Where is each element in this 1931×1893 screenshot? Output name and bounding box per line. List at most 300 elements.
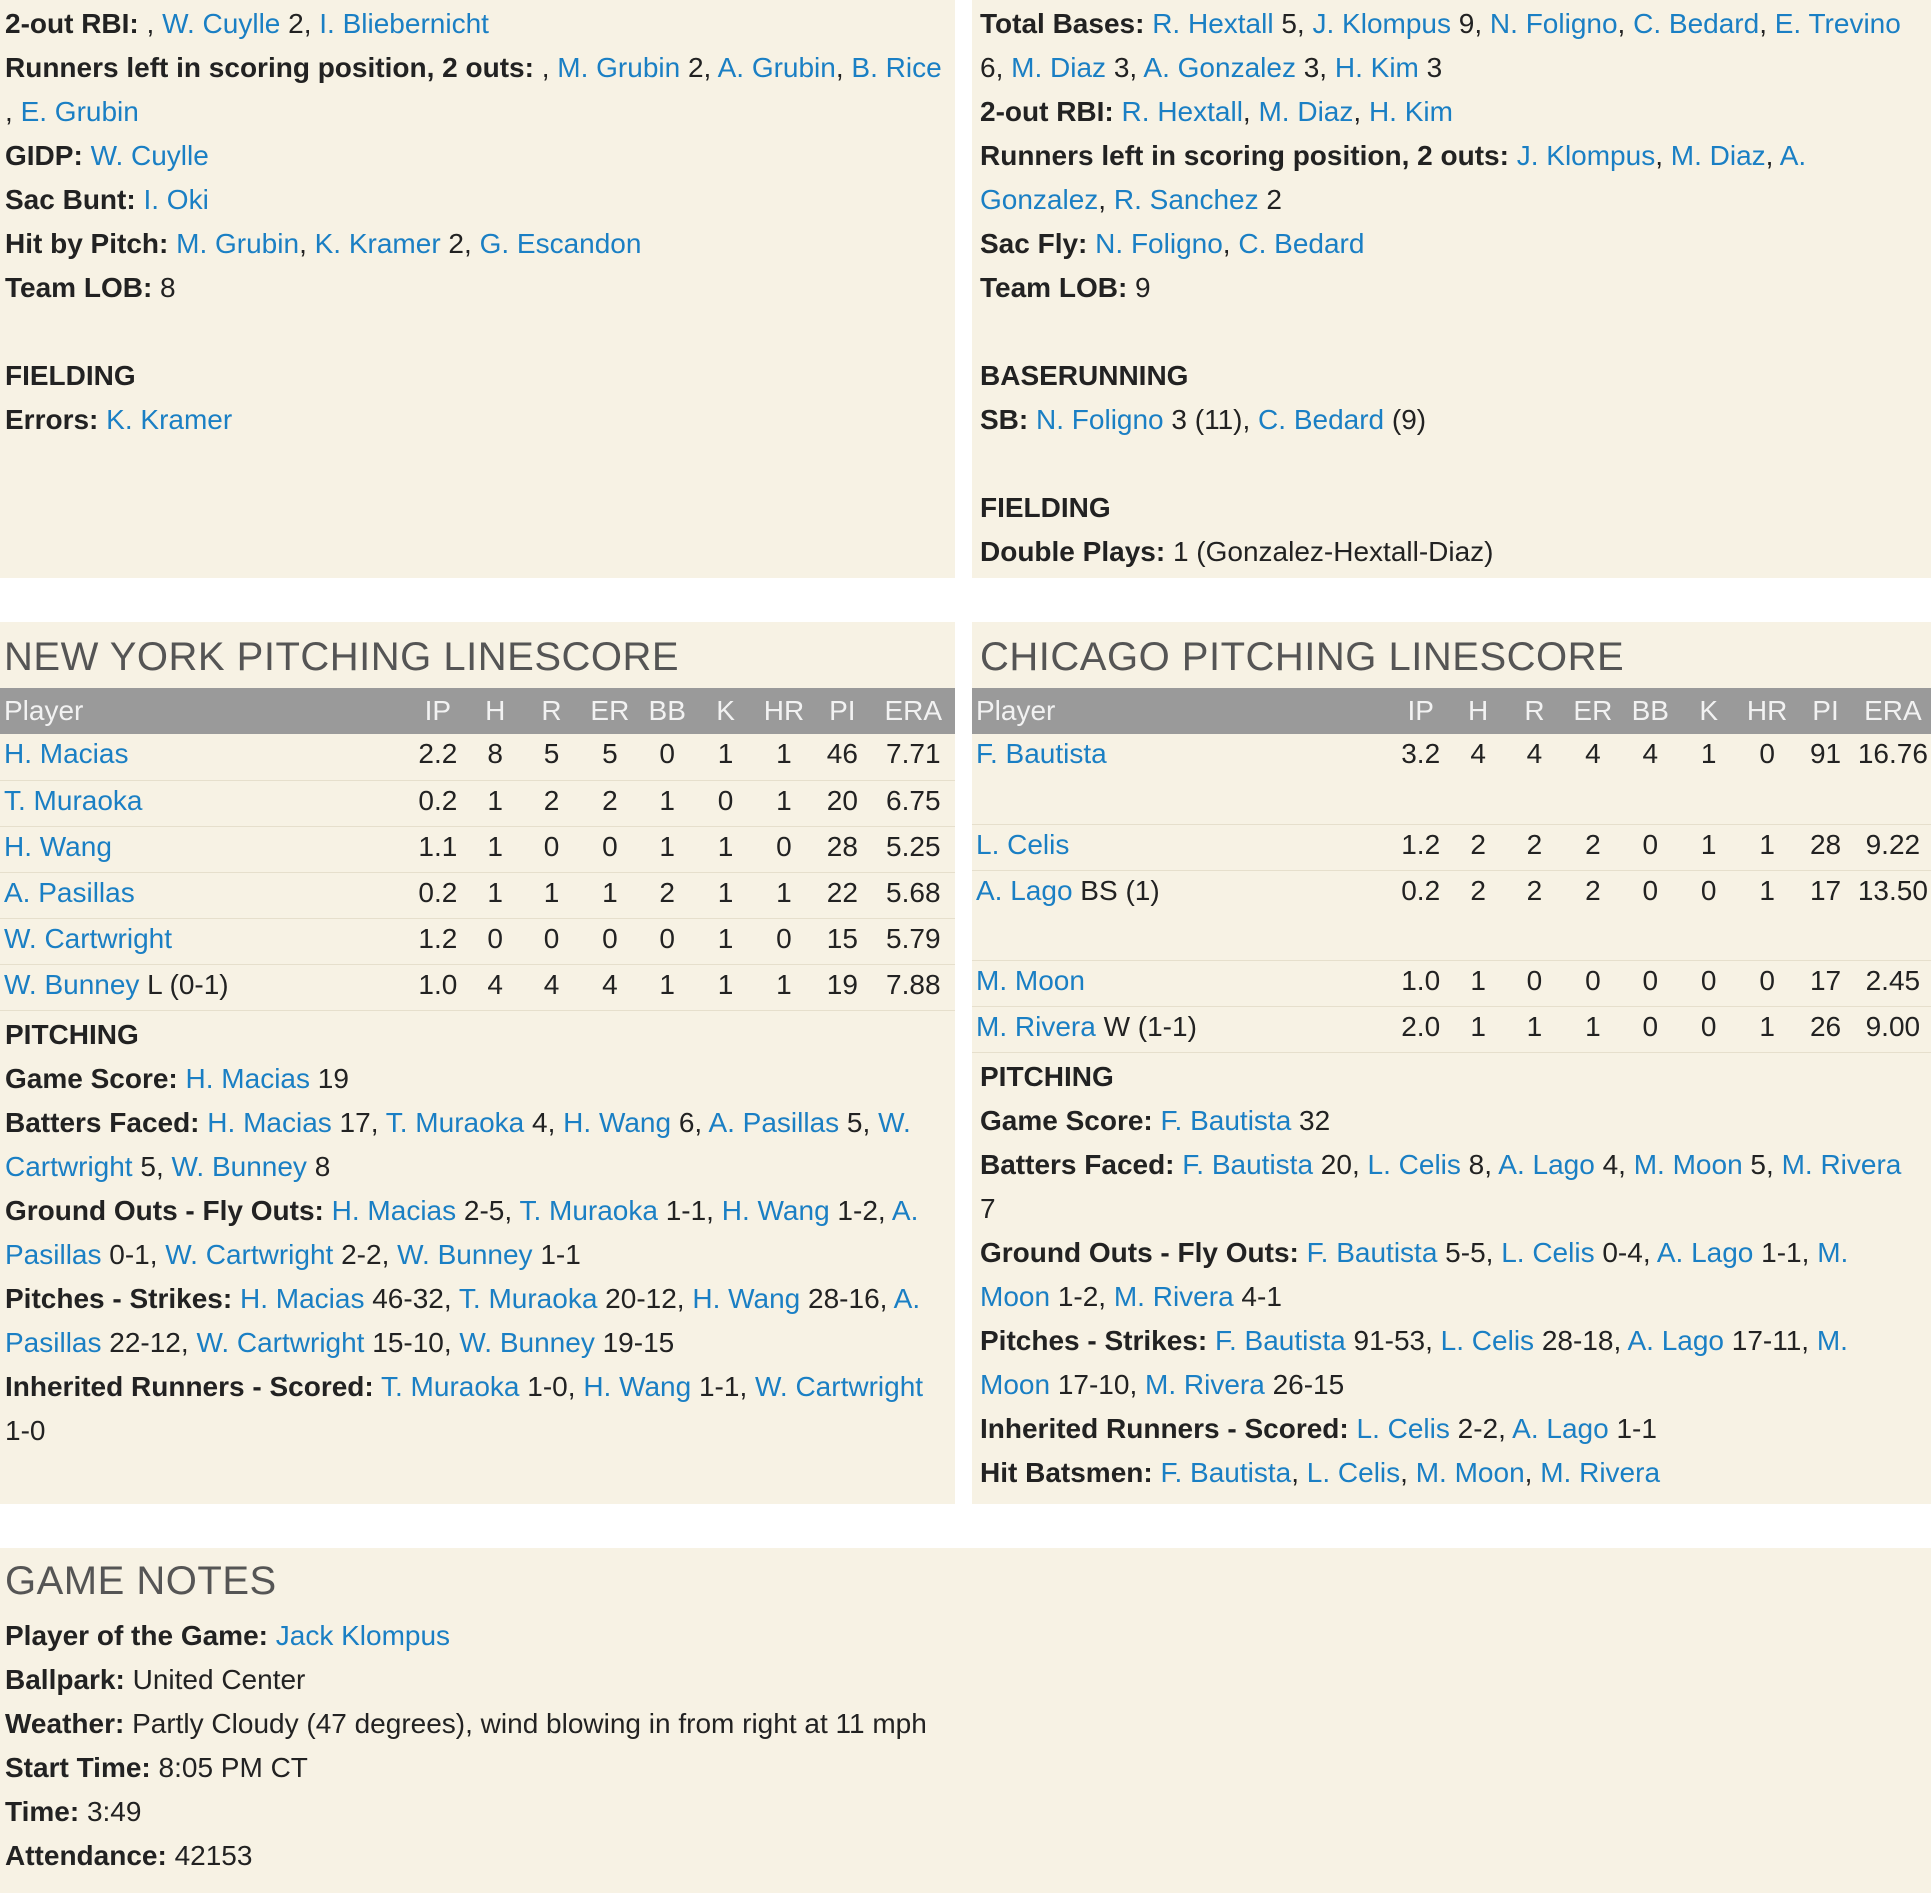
- player-link[interactable]: W. Bunney: [171, 1150, 307, 1182]
- stat-cell-era: 7.71: [872, 734, 955, 780]
- player-link[interactable]: R. Sanchez: [1113, 184, 1259, 215]
- batters-faced-line: [980, 1143, 1921, 1231]
- player-link[interactable]: L. Celis: [976, 828, 1070, 860]
- ny-pitching-notes: [0, 1013, 955, 1453]
- stat-cell-pi: 28: [813, 826, 871, 872]
- player-link[interactable]: F. Bautista: [976, 738, 1107, 769]
- runners-left-in-scoring-position-2-outs-line: [5, 46, 947, 134]
- stat-value: ,: [1353, 96, 1369, 127]
- stat-cell-k: 1: [696, 964, 754, 1010]
- player-link[interactable]: N. Foligno: [1489, 8, 1618, 39]
- stat-value: 17-10,: [1050, 1368, 1145, 1400]
- stat-label: Hit by Pitch:: [5, 228, 169, 259]
- stat-label: Weather:: [5, 1708, 125, 1739]
- player-link[interactable]: H. Wang: [563, 1106, 672, 1138]
- stat-value: 3:49: [79, 1796, 142, 1827]
- stat-cell-era: 9.00: [1855, 1006, 1931, 1052]
- stat-cell-ip: 0.2: [407, 872, 470, 918]
- player-cell: [0, 780, 407, 826]
- game-notes-title: GAME NOTES: [5, 1559, 277, 1603]
- sb-line: [980, 398, 1923, 442]
- batters-faced-line: [5, 1101, 945, 1189]
- stat-cell-era: 7.88: [872, 964, 955, 1010]
- stat-value: ,: [1222, 228, 1239, 259]
- player-link[interactable]: F. Bautista: [1214, 1324, 1346, 1356]
- gidp-line: [5, 134, 947, 178]
- player-link[interactable]: A. Pasillas: [708, 1106, 840, 1138]
- player-cell: [972, 824, 1389, 870]
- player-link[interactable]: H. Wang: [721, 1194, 830, 1226]
- stat-value: ,: [1242, 96, 1259, 127]
- player-link[interactable]: Jack Klompus: [275, 1620, 451, 1651]
- player-link[interactable]: A. Grubin: [717, 52, 836, 83]
- stat-value: 17-11,: [1723, 1324, 1817, 1356]
- decision-note: L (0-1): [139, 968, 229, 1000]
- stat-value: 20-12,: [597, 1282, 693, 1314]
- player-link[interactable]: M. Grubin: [557, 52, 681, 83]
- stat-cell-hr: 1: [755, 964, 813, 1010]
- player-link[interactable]: W. Cuylle: [162, 8, 281, 39]
- table-row: [0, 872, 955, 918]
- stat-cell-bb: 4: [1621, 734, 1679, 824]
- stat-cell-ip: 1.2: [407, 918, 470, 964]
- player-link[interactable]: M. Rivera: [1781, 1148, 1902, 1180]
- stat-cell-ip: 1.0: [1389, 960, 1452, 1006]
- chi-pitching-panel: [972, 622, 1931, 1504]
- pitching-heading: PITCHING: [5, 1018, 139, 1050]
- player-link[interactable]: M. Moon: [1633, 1148, 1743, 1180]
- player-link[interactable]: M. Moon: [980, 1324, 1848, 1400]
- player-link[interactable]: M. Rivera: [1145, 1368, 1265, 1400]
- table-row: [972, 870, 1931, 960]
- player-link[interactable]: T. Muraoka: [4, 784, 143, 816]
- stat-value: [98, 404, 106, 435]
- stat-value: ,: [1655, 140, 1671, 171]
- player-link[interactable]: M. Diaz: [1011, 52, 1107, 83]
- stat-cell-r: 1: [521, 872, 581, 918]
- stat-value: 4-1: [1233, 1280, 1282, 1312]
- stat-value: 15-10,: [364, 1326, 460, 1358]
- stat-value: 5,: [1742, 1148, 1782, 1180]
- player-link[interactable]: E. Trevino: [1774, 8, 1901, 39]
- player-cell: [972, 1006, 1389, 1052]
- player-link[interactable]: M. Moon: [976, 964, 1085, 996]
- stat-cell-r: 0: [1504, 960, 1565, 1006]
- column-header-er: ER: [1565, 688, 1621, 734]
- player-link[interactable]: H. Macias: [331, 1194, 457, 1226]
- stat-value: ,: [299, 228, 315, 259]
- player-link[interactable]: T. Muraoka: [458, 1282, 598, 1314]
- player-link[interactable]: L. Celis: [1306, 1456, 1401, 1488]
- player-link[interactable]: A. Pasillas: [4, 876, 135, 908]
- player-link[interactable]: F. Bautista: [1182, 1148, 1314, 1180]
- stat-label: 2-out RBI:: [980, 96, 1114, 127]
- stat-value: 8,: [1460, 1148, 1499, 1180]
- player-link[interactable]: E. Grubin: [20, 96, 139, 127]
- stat-value: 1-0,: [519, 1370, 584, 1402]
- stat-cell-h: 1: [469, 872, 521, 918]
- stat-value: (9): [1384, 404, 1427, 435]
- player-link[interactable]: W. Cartwright: [165, 1238, 334, 1270]
- stat-value: 5,: [839, 1106, 879, 1138]
- player-link[interactable]: W. Bunney: [397, 1238, 533, 1270]
- player-link[interactable]: M. Rivera: [1540, 1456, 1661, 1488]
- table-row: [0, 964, 955, 1010]
- player-link[interactable]: N. Foligno: [1095, 228, 1223, 259]
- stat-value: 42153: [166, 1840, 253, 1871]
- stat-value: 5,: [132, 1150, 172, 1182]
- stat-cell-era: 2.45: [1855, 960, 1931, 1006]
- spacer: [980, 310, 1923, 354]
- player-link[interactable]: H. Wang: [4, 830, 112, 862]
- column-header-era: ERA: [872, 688, 955, 734]
- fielding-heading: FIELDING: [980, 492, 1111, 523]
- stat-label: Ballpark:: [5, 1664, 125, 1695]
- player-link[interactable]: M. Rivera: [976, 1010, 1096, 1042]
- stat-cell-ip: 2.0: [1389, 1006, 1452, 1052]
- stat-label: Double Plays:: [980, 536, 1166, 567]
- player-link[interactable]: N. Foligno: [1036, 404, 1164, 435]
- player-link[interactable]: G. Escandon: [479, 228, 642, 259]
- stat-value: 8: [306, 1150, 331, 1182]
- stat-value: United Center: [124, 1664, 306, 1695]
- stat-cell-bb: 0: [1621, 960, 1679, 1006]
- player-link[interactable]: M. Moon: [1415, 1456, 1525, 1488]
- stat-cell-hr: 1: [755, 734, 813, 780]
- stat-value: 2-2,: [1449, 1412, 1513, 1444]
- stat-label: Ground Outs - Fly Outs:: [980, 1236, 1299, 1268]
- player-link[interactable]: M. Grubin: [176, 228, 300, 259]
- sac-bunt-line: [5, 178, 947, 222]
- stat-cell-pi: 17: [1796, 870, 1854, 960]
- stat-cell-bb: 0: [1621, 1006, 1679, 1052]
- stat-value: 9,: [1451, 8, 1490, 39]
- player-link[interactable]: L. Celis: [1356, 1412, 1450, 1444]
- stat-cell-ip: 2.2: [407, 734, 470, 780]
- stat-value: ,: [1524, 1456, 1541, 1488]
- stat-cell-ip: 0.2: [1389, 870, 1452, 960]
- ground-outs-fly-outs-line: [980, 1231, 1921, 1319]
- player-link[interactable]: J. Klompus: [1516, 140, 1656, 171]
- player-link[interactable]: A. Gonzalez: [980, 140, 1807, 215]
- stat-value: 1-1,: [1753, 1236, 1818, 1268]
- player-cell: [0, 872, 407, 918]
- stat-cell-pi: 15: [813, 918, 871, 964]
- player-link[interactable]: W. Cartwright: [755, 1370, 924, 1402]
- game-score-line: [980, 1099, 1921, 1143]
- stat-label: Inherited Runners - Scored:: [5, 1370, 374, 1402]
- stat-cell-er: 4: [582, 964, 638, 1010]
- stat-cell-hr: 1: [755, 780, 813, 826]
- table-row: [0, 826, 955, 872]
- stat-cell-hr: 1: [1738, 824, 1796, 870]
- team-lob-line: [5, 266, 947, 310]
- stat-cell-r: 2: [1504, 870, 1565, 960]
- stat-cell-ip: 1.0: [407, 964, 470, 1010]
- stat-cell-pi: 46: [813, 734, 871, 780]
- stat-value: 19-15: [594, 1326, 675, 1358]
- player-cell: [972, 870, 1389, 960]
- spacer: [5, 310, 947, 354]
- player-link[interactable]: A. Pasillas: [5, 1194, 919, 1270]
- stat-value: 6,: [671, 1106, 709, 1138]
- stat-cell-k: 1: [696, 734, 754, 780]
- player-link[interactable]: K. Kramer: [106, 404, 233, 435]
- team-lob-line: [980, 266, 1923, 310]
- stat-label: Game Score:: [5, 1062, 178, 1094]
- player-link[interactable]: M. Rivera: [1113, 1280, 1234, 1312]
- stat-cell-h: 1: [1452, 960, 1504, 1006]
- stat-value: [1087, 228, 1095, 259]
- stat-value: [374, 1371, 381, 1402]
- stat-cell-k: 1: [1679, 824, 1737, 870]
- player-link[interactable]: H. Wang: [692, 1282, 801, 1314]
- stat-value: 1-1: [1608, 1412, 1657, 1444]
- player-link[interactable]: L. Celis: [1440, 1324, 1535, 1356]
- stat-value: ,: [1765, 140, 1780, 171]
- player-link[interactable]: M. Diaz: [1258, 96, 1354, 127]
- stat-cell-era: 5.68: [872, 872, 955, 918]
- stat-value: [83, 140, 91, 171]
- player-cell: [972, 960, 1389, 1006]
- stat-cell-bb: 0: [1621, 870, 1679, 960]
- stat-cell-er: 5: [582, 734, 638, 780]
- stat-value: [1349, 1413, 1357, 1444]
- stat-value: [1028, 404, 1036, 435]
- stat-cell-h: 0: [469, 918, 521, 964]
- player-link[interactable]: L. Celis: [1501, 1236, 1595, 1268]
- player-link[interactable]: W. Bunney: [459, 1326, 595, 1358]
- column-header-pi: PI: [813, 688, 871, 734]
- fielding-heading: FIELDING: [5, 360, 136, 391]
- stat-cell-hr: 1: [1738, 870, 1796, 960]
- game-score-line: [5, 1057, 945, 1101]
- player-link[interactable]: M. Moon: [980, 1236, 1849, 1312]
- stat-cell-h: 1: [1452, 1006, 1504, 1052]
- stat-value: 3 (11),: [1163, 404, 1259, 435]
- player-of-the-game-line: [5, 1614, 1931, 1658]
- attendance-line: [5, 1834, 1931, 1878]
- player-link[interactable]: A. Pasillas: [5, 1282, 921, 1358]
- stat-value: ,: [1400, 1456, 1416, 1488]
- stat-value: 32: [1291, 1104, 1331, 1136]
- stat-value: 20,: [1313, 1148, 1368, 1180]
- stat-label: Pitches - Strikes:: [5, 1282, 233, 1314]
- stat-cell-er: 2: [1565, 824, 1621, 870]
- baserunning-heading: BASERUNNING: [980, 360, 1189, 391]
- player-link[interactable]: H. Kim: [1368, 96, 1453, 127]
- spacer: [980, 442, 1923, 486]
- column-header-h: H: [1452, 688, 1504, 734]
- stat-cell-bb: 1: [638, 964, 696, 1010]
- player-link[interactable]: H. Macias: [4, 738, 129, 769]
- player-link[interactable]: A. Lago: [1627, 1324, 1724, 1356]
- column-header-ip: IP: [407, 688, 470, 734]
- stat-cell-r: 0: [521, 918, 581, 964]
- player-link[interactable]: W. Bunney: [4, 968, 140, 1000]
- stat-cell-era: 5.25: [872, 826, 955, 872]
- stat-cell-pi: 22: [813, 872, 871, 918]
- stat-cell-pi: 28: [1796, 824, 1854, 870]
- stat-value: 2: [1258, 184, 1282, 215]
- stat-value: 1-1,: [657, 1194, 722, 1226]
- player-link[interactable]: I. Oki: [143, 184, 209, 215]
- player-link[interactable]: H. Macias: [207, 1106, 332, 1138]
- stat-value: ,: [5, 96, 21, 127]
- player-link[interactable]: C. Bedard: [1258, 404, 1385, 435]
- column-header-bb: BB: [638, 688, 696, 734]
- player-link[interactable]: R. Hextall: [1152, 8, 1274, 39]
- player-link[interactable]: A. Lago: [1498, 1148, 1595, 1180]
- chi-pitching-title: CHICAGO PITCHING LINESCORE: [980, 635, 1625, 679]
- player-link[interactable]: F. Bautista: [1160, 1104, 1292, 1136]
- player-link[interactable]: K. Kramer: [314, 228, 441, 259]
- chi-pitching-notes: [972, 1055, 1931, 1495]
- stat-value: 1-0: [5, 1414, 46, 1446]
- player-cell: [0, 918, 407, 964]
- column-header-era: ERA: [1855, 688, 1931, 734]
- stat-label: Game Score:: [980, 1104, 1153, 1136]
- player-link[interactable]: B. Rice: [851, 52, 942, 83]
- stat-value: ,: [835, 52, 852, 83]
- stat-cell-er: 0: [582, 918, 638, 964]
- stat-value: [178, 1063, 186, 1094]
- stat-value: 1 (Gonzalez-Hextall-Diaz): [1165, 536, 1494, 567]
- table-row: [0, 918, 955, 964]
- stat-label: SB:: [980, 404, 1029, 435]
- column-header-r: R: [1504, 688, 1565, 734]
- stat-cell-hr: 0: [755, 918, 813, 964]
- player-link[interactable]: T. Muraoka: [519, 1194, 658, 1226]
- player-link[interactable]: H. Wang: [583, 1370, 692, 1402]
- player-link[interactable]: M. Diaz: [1670, 140, 1766, 171]
- stat-value: 2,: [440, 228, 480, 259]
- player-link[interactable]: A. Lago: [1512, 1412, 1609, 1444]
- table-row: [972, 824, 1931, 870]
- table-row: [0, 780, 955, 826]
- stat-cell-era: 13.50: [1855, 870, 1931, 960]
- stat-value: 2-2,: [333, 1238, 398, 1270]
- chi-batting-notes: [980, 2, 1923, 574]
- player-link[interactable]: F. Bautista: [1160, 1456, 1292, 1488]
- stat-label: Team LOB:: [5, 272, 153, 303]
- stat-value: Partly Cloudy (47 degrees), wind blowing in from right at 11 mph: [124, 1708, 927, 1739]
- column-header-bb: BB: [1621, 688, 1679, 734]
- stat-value: 3,: [1106, 52, 1144, 83]
- ny-pitching-title: NEW YORK PITCHING LINESCORE: [4, 635, 680, 679]
- player-link[interactable]: T. Muraoka: [381, 1370, 520, 1402]
- player-link[interactable]: F. Bautista: [1306, 1236, 1438, 1268]
- player-link[interactable]: L. Celis: [1367, 1148, 1461, 1180]
- table-row: [972, 1006, 1931, 1052]
- column-header-k: K: [1679, 688, 1737, 734]
- player-link[interactable]: I. Bliebernicht: [319, 8, 489, 39]
- stat-cell-r: 4: [521, 964, 581, 1010]
- sac-fly-line: [980, 222, 1923, 266]
- stat-cell-ip: 0.2: [407, 780, 470, 826]
- stat-value: [268, 1620, 276, 1651]
- player-link[interactable]: W. Cuylle: [90, 140, 209, 171]
- stat-cell-ip: 1.2: [1389, 824, 1452, 870]
- stat-cell-era: 5.79: [872, 918, 955, 964]
- chi-pitching-table: [972, 688, 1931, 1053]
- player-cell: [0, 826, 407, 872]
- stat-cell-r: 2: [1504, 824, 1565, 870]
- player-link[interactable]: A. Lago: [976, 874, 1073, 906]
- stat-value: ,: [533, 52, 558, 83]
- errors-line: [5, 398, 947, 442]
- stat-cell-pi: 20: [813, 780, 871, 826]
- inherited-runners-scored-line: [5, 1365, 945, 1453]
- stat-cell-k: 0: [1679, 960, 1737, 1006]
- stat-value: 0-1,: [101, 1238, 166, 1270]
- stat-cell-er: 1: [582, 872, 638, 918]
- stat-value: ,: [1291, 1456, 1307, 1488]
- stat-label: Start Time:: [5, 1752, 151, 1783]
- column-header-h: H: [469, 688, 521, 734]
- player-link[interactable]: W. Cartwright: [4, 922, 173, 954]
- stat-label: Pitches - Strikes:: [980, 1324, 1208, 1356]
- stat-cell-k: 1: [696, 918, 754, 964]
- stat-cell-hr: 1: [1738, 1006, 1796, 1052]
- player-link[interactable]: T. Muraoka: [385, 1106, 525, 1138]
- player-link[interactable]: A. Lago: [1656, 1236, 1754, 1268]
- player-link[interactable]: R. Hextall: [1121, 96, 1243, 127]
- stat-cell-h: 1: [469, 780, 521, 826]
- column-header-k: K: [696, 688, 754, 734]
- stat-label: Errors:: [5, 404, 99, 435]
- stat-label: Sac Fly:: [980, 228, 1088, 259]
- stat-cell-r: 1: [1504, 1006, 1565, 1052]
- stat-cell-era: 9.22: [1855, 824, 1931, 870]
- player-link[interactable]: C. Bedard: [1238, 228, 1365, 259]
- stat-value: 8: [152, 272, 176, 303]
- stat-label: Sac Bunt:: [5, 184, 136, 215]
- player-link[interactable]: H. Macias: [239, 1282, 365, 1314]
- stat-cell-hr: 0: [1738, 960, 1796, 1006]
- player-link[interactable]: C. Bedard: [1633, 8, 1760, 39]
- stat-cell-er: 1: [1565, 1006, 1621, 1052]
- stat-label: Ground Outs - Fly Outs:: [5, 1194, 324, 1226]
- table-row: [972, 960, 1931, 1006]
- player-link[interactable]: W. Cartwright: [5, 1106, 911, 1182]
- stat-cell-h: 4: [469, 964, 521, 1010]
- pitches-strikes-line: [980, 1319, 1921, 1407]
- stat-value: 1-2,: [829, 1194, 892, 1226]
- stat-cell-ip: 3.2: [1389, 734, 1452, 824]
- stat-cell-k: 0: [1679, 870, 1737, 960]
- stat-cell-ip: 1.1: [407, 826, 470, 872]
- player-link[interactable]: J. Klompus: [1312, 8, 1451, 39]
- ny-pitching-panel: [0, 622, 955, 1504]
- stat-value: ,: [138, 8, 163, 39]
- player-cell: [972, 734, 1389, 824]
- stat-cell-k: 1: [696, 826, 754, 872]
- table-header-row: [0, 688, 955, 734]
- stat-cell-hr: 1: [755, 872, 813, 918]
- ballpark-line: [5, 1658, 1931, 1702]
- game-notes-list: [5, 1614, 1931, 1878]
- stat-cell-er: 4: [1565, 734, 1621, 824]
- stat-value: 3: [1418, 52, 1443, 83]
- player-link[interactable]: W. Cartwright: [196, 1326, 365, 1358]
- stat-value: ,: [1617, 8, 1634, 39]
- stat-value: 28-18,: [1534, 1324, 1628, 1356]
- player-link[interactable]: H. Kim: [1334, 52, 1419, 83]
- stat-value: 0-4,: [1594, 1236, 1657, 1268]
- player-link[interactable]: H. Macias: [185, 1062, 310, 1094]
- player-link[interactable]: A. Gonzalez: [1143, 52, 1296, 83]
